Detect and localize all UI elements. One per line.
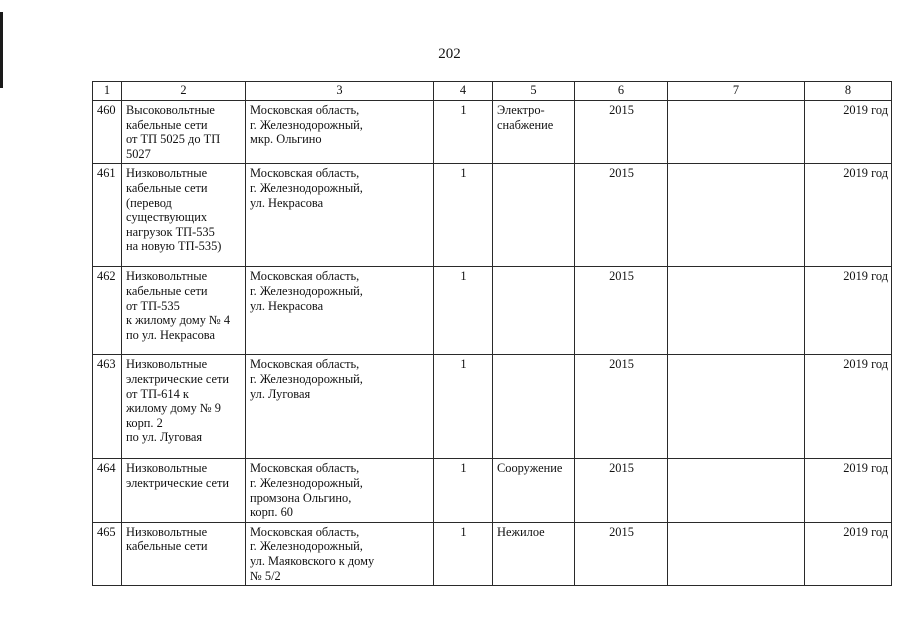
- object-address: Московская область, г. Железнодорожный, ул. Некрасова: [246, 267, 434, 355]
- row-number: 462: [93, 267, 122, 355]
- object-address: Московская область, г. Железнодорожный, промзона Ольгино, корп. 60: [246, 459, 434, 522]
- object-quantity: 1: [434, 164, 493, 267]
- table-row: [93, 355, 892, 459]
- object-address: Московская область, г. Железнодорожный, ул. Некрасова: [246, 164, 434, 267]
- column-header-6: 6: [575, 82, 668, 101]
- column-header-5: 5: [493, 82, 575, 101]
- header-row: [93, 82, 892, 101]
- object-year: 2015: [575, 522, 668, 585]
- object-purpose: Нежилое: [493, 522, 575, 585]
- row-number: 463: [93, 355, 122, 459]
- object-year: 2015: [575, 101, 668, 164]
- column-7-value: [668, 267, 805, 355]
- object-quantity: 1: [434, 522, 493, 585]
- object-deadline: 2019 год: [805, 101, 892, 164]
- table-row: [93, 164, 892, 267]
- object-address: Московская область, г. Железнодорожный, ул. Маяковского к дому № 5/2: [246, 522, 434, 585]
- column-7-value: [668, 459, 805, 522]
- object-deadline: 2019 год: [805, 522, 892, 585]
- page-number: 202: [438, 46, 461, 62]
- object-name: Низковольтные кабельные сети (перевод существующих нагрузок ТП-535 на новую ТП-535): [122, 164, 246, 267]
- object-address: Московская область, г. Железнодорожный, мкр. Ольгино: [246, 101, 434, 164]
- object-deadline: 2019 год: [805, 267, 892, 355]
- row-number: 464: [93, 459, 122, 522]
- column-header-1: 1: [93, 82, 122, 101]
- object-purpose: [493, 267, 575, 355]
- object-year: 2015: [575, 267, 668, 355]
- object-purpose: [493, 355, 575, 459]
- row-number: 465: [93, 522, 122, 585]
- column-header-8: 8: [805, 82, 892, 101]
- property-register-table: [92, 81, 892, 586]
- table-row: [93, 267, 892, 355]
- object-year: 2015: [575, 459, 668, 522]
- object-name: Низковольтные кабельные сети от ТП-535 к жилому дому № 4 по ул. Некрасова: [122, 267, 246, 355]
- object-purpose: Электро- снабжение: [493, 101, 575, 164]
- object-quantity: 1: [434, 267, 493, 355]
- object-year: 2015: [575, 164, 668, 267]
- object-purpose: Сооружение: [493, 459, 575, 522]
- column-header-7: 7: [668, 82, 805, 101]
- object-name: Низковольтные электрические сети: [122, 459, 246, 522]
- object-quantity: 1: [434, 459, 493, 522]
- object-address: Московская область, г. Железнодорожный, ул. Луговая: [246, 355, 434, 459]
- object-quantity: 1: [434, 355, 493, 459]
- column-7-value: [668, 164, 805, 267]
- object-deadline: 2019 год: [805, 164, 892, 267]
- object-year: 2015: [575, 355, 668, 459]
- object-name: Высоковольтные кабельные сети от ТП 5025 до ТП 5027: [122, 101, 246, 164]
- column-header-2: 2: [122, 82, 246, 101]
- column-7-value: [668, 355, 805, 459]
- table-row: [93, 459, 892, 522]
- object-purpose: [493, 164, 575, 267]
- object-name: Низковольтные кабельные сети: [122, 522, 246, 585]
- table-row: [93, 522, 892, 585]
- column-7-value: [668, 101, 805, 164]
- object-name: Низковольтные электрические сети от ТП-614 к жилому дому № 9 корп. 2 по ул. Луговая: [122, 355, 246, 459]
- row-number: 460: [93, 101, 122, 164]
- row-number: 461: [93, 164, 122, 267]
- column-header-4: 4: [434, 82, 493, 101]
- object-quantity: 1: [434, 101, 493, 164]
- column-header-3: 3: [246, 82, 434, 101]
- table-row: [93, 101, 892, 164]
- object-deadline: 2019 год: [805, 355, 892, 459]
- object-deadline: 2019 год: [805, 459, 892, 522]
- column-7-value: [668, 522, 805, 585]
